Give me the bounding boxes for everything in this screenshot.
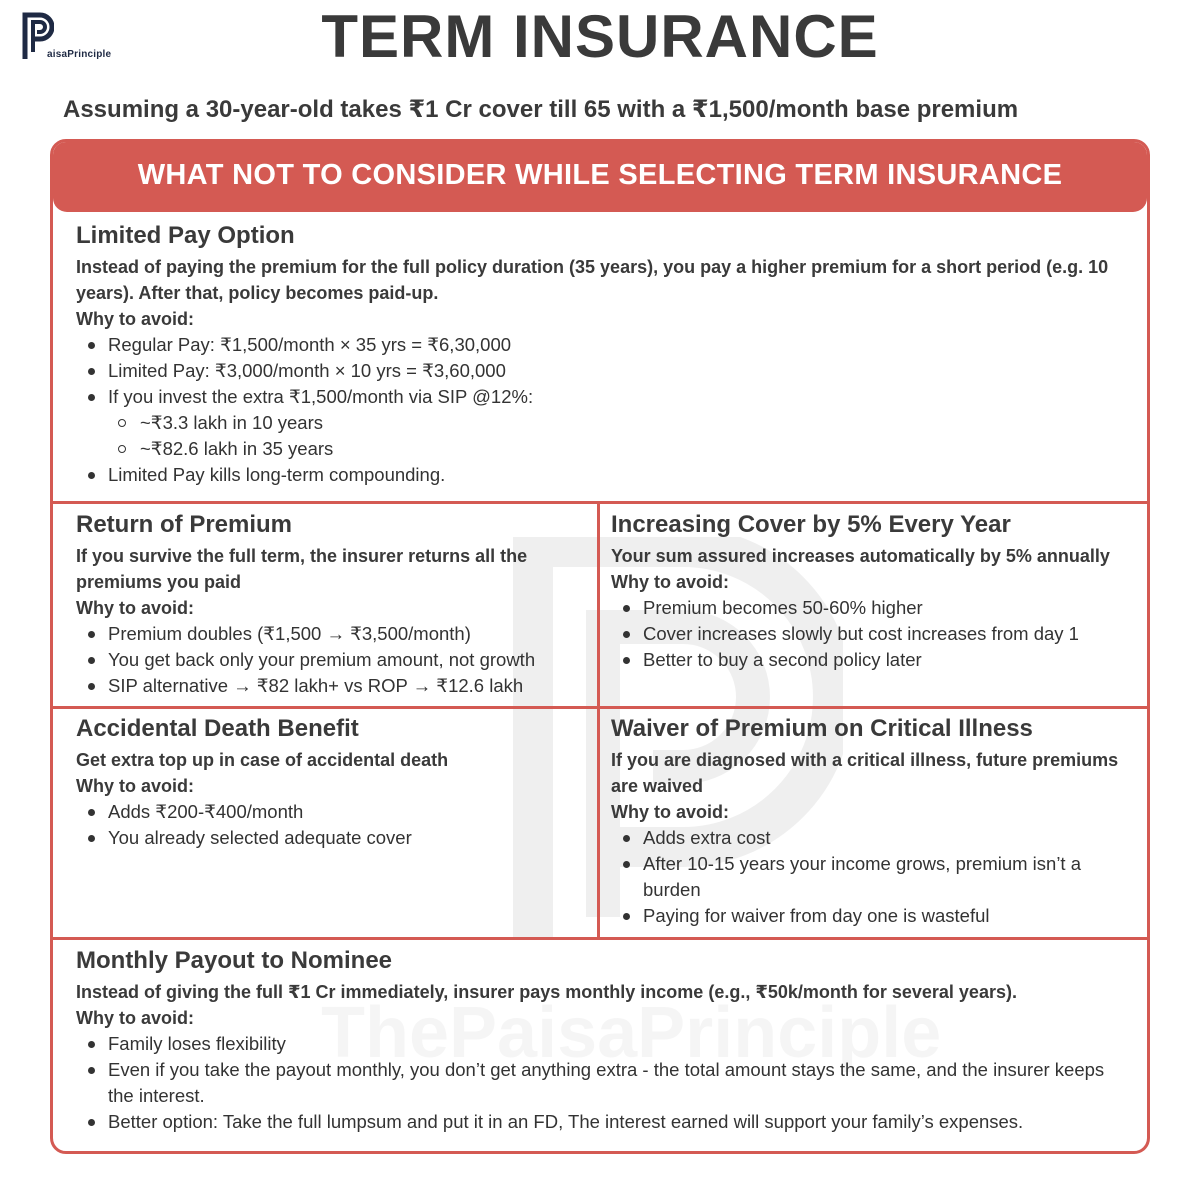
section-title: Return of Premium <box>76 511 293 538</box>
bullet-list <box>611 825 1136 929</box>
list-item: SIP alternative → ₹82 lakh+ vs ROP → ₹12.6 lakh <box>76 673 586 699</box>
why-to-avoid-label: Why to avoid: <box>76 598 194 618</box>
list-item: Cover increases slowly but cost increases from day 1 <box>611 621 1146 647</box>
why-to-avoid-label: Why to avoid: <box>76 309 194 329</box>
list-item: Even if you take the payout monthly, you don’t get anything extra - the total amount stays the same, and the insurer keeps the interest. <box>76 1057 1131 1109</box>
list-item: Premium becomes 50-60% higher <box>611 595 1146 621</box>
section-title: Limited Pay Option <box>76 222 295 249</box>
list-item: If you invest the extra ₹1,500/month via SIP @12%: <box>76 384 1126 410</box>
info-card <box>50 139 1150 1154</box>
bullet-list <box>76 621 586 699</box>
section-return-of-premium <box>76 510 586 699</box>
divider-v <box>597 501 600 939</box>
section-description: If you survive the full term, the insurer returns all the premiums you paid <box>76 546 528 592</box>
sub-list-item: ~₹3.3 lakh in 10 years <box>76 410 1126 436</box>
section-description: Instead of paying the premium for the full policy duration (35 years), you pay a higher premium for a short period (e.g. 10 years). After that, policy becomes paid-up. <box>76 257 1109 303</box>
section-accidental-death <box>76 714 586 851</box>
divider-h3 <box>53 937 1150 940</box>
logo-text: aisaPrinciple <box>47 49 112 60</box>
section-waiver-of-premium <box>611 714 1136 929</box>
bullet-list <box>76 799 586 851</box>
bullet-list <box>76 332 1126 410</box>
bullet-list <box>611 595 1146 673</box>
list-item: Paying for waiver from day one is wasteful <box>611 903 1136 929</box>
section-title: Monthly Payout to Nominee <box>76 947 393 974</box>
section-description: If you are diagnosed with a critical illness, future premiums are waived <box>611 750 1119 796</box>
list-item: After 10-15 years your income grows, premium isn’t a burden <box>611 851 1136 903</box>
section-description: Your sum assured increases automatically by 5% annually <box>611 546 1110 566</box>
section-increasing-cover <box>611 510 1146 673</box>
list-item: Family loses flexibility <box>76 1031 1131 1057</box>
section-title: Waiver of Premium on Critical Illness <box>611 715 1033 742</box>
section-title: Increasing Cover by 5% Every Year <box>611 511 1011 538</box>
sub-list-item: ~₹82.6 lakh in 35 years <box>76 436 1126 462</box>
section-monthly-payout <box>76 946 1131 1135</box>
list-item: Better option: Take the full lumpsum and put it in an FD, The interest earned will support your family’s expenses. <box>76 1109 1131 1135</box>
list-item: Adds extra cost <box>611 825 1136 851</box>
why-to-avoid-label: Why to avoid: <box>611 802 729 822</box>
why-to-avoid-label: Why to avoid: <box>76 776 194 796</box>
list-item: Limited Pay: ₹3,000/month × 10 yrs = ₹3,60,000 <box>76 358 1126 384</box>
card-header: WHAT NOT TO CONSIDER WHILE SELECTING TERM INSURANCE <box>53 142 1147 212</box>
section-description: Instead of giving the full ₹1 Cr immediately, insurer pays monthly income (e.g., ₹50k/month for several years). <box>76 982 1017 1002</box>
list-item: You already selected adequate cover <box>76 825 586 851</box>
list-item: Better to buy a second policy later <box>611 647 1146 673</box>
section-description: Get extra top up in case of accidental death <box>76 750 449 770</box>
list-item: Limited Pay kills long-term compounding. <box>76 462 1126 488</box>
list-item: Adds ₹200-₹400/month <box>76 799 586 825</box>
sub-bullet-list <box>76 410 1126 462</box>
list-item: Premium doubles (₹1,500 → ₹3,500/month) <box>76 621 586 647</box>
why-to-avoid-label: Why to avoid: <box>611 572 729 592</box>
divider-h1 <box>53 501 1150 504</box>
section-title: Accidental Death Benefit <box>76 715 359 742</box>
bullet-list <box>76 1031 1131 1135</box>
page-title: TERM INSURANCE <box>321 3 879 70</box>
why-to-avoid-label: Why to avoid: <box>76 1008 194 1028</box>
page-subtitle: Assuming a 30-year-old takes ₹1 Cr cover till 65 with a ₹1,500/month base premium <box>63 96 1019 123</box>
section-limited-pay <box>76 221 1126 488</box>
divider-h2 <box>53 706 1150 709</box>
list-item: Regular Pay: ₹1,500/month × 35 yrs = ₹6,30,000 <box>76 332 1126 358</box>
list-item: You get back only your premium amount, not growth <box>76 647 586 673</box>
bullet-list <box>76 462 1126 488</box>
